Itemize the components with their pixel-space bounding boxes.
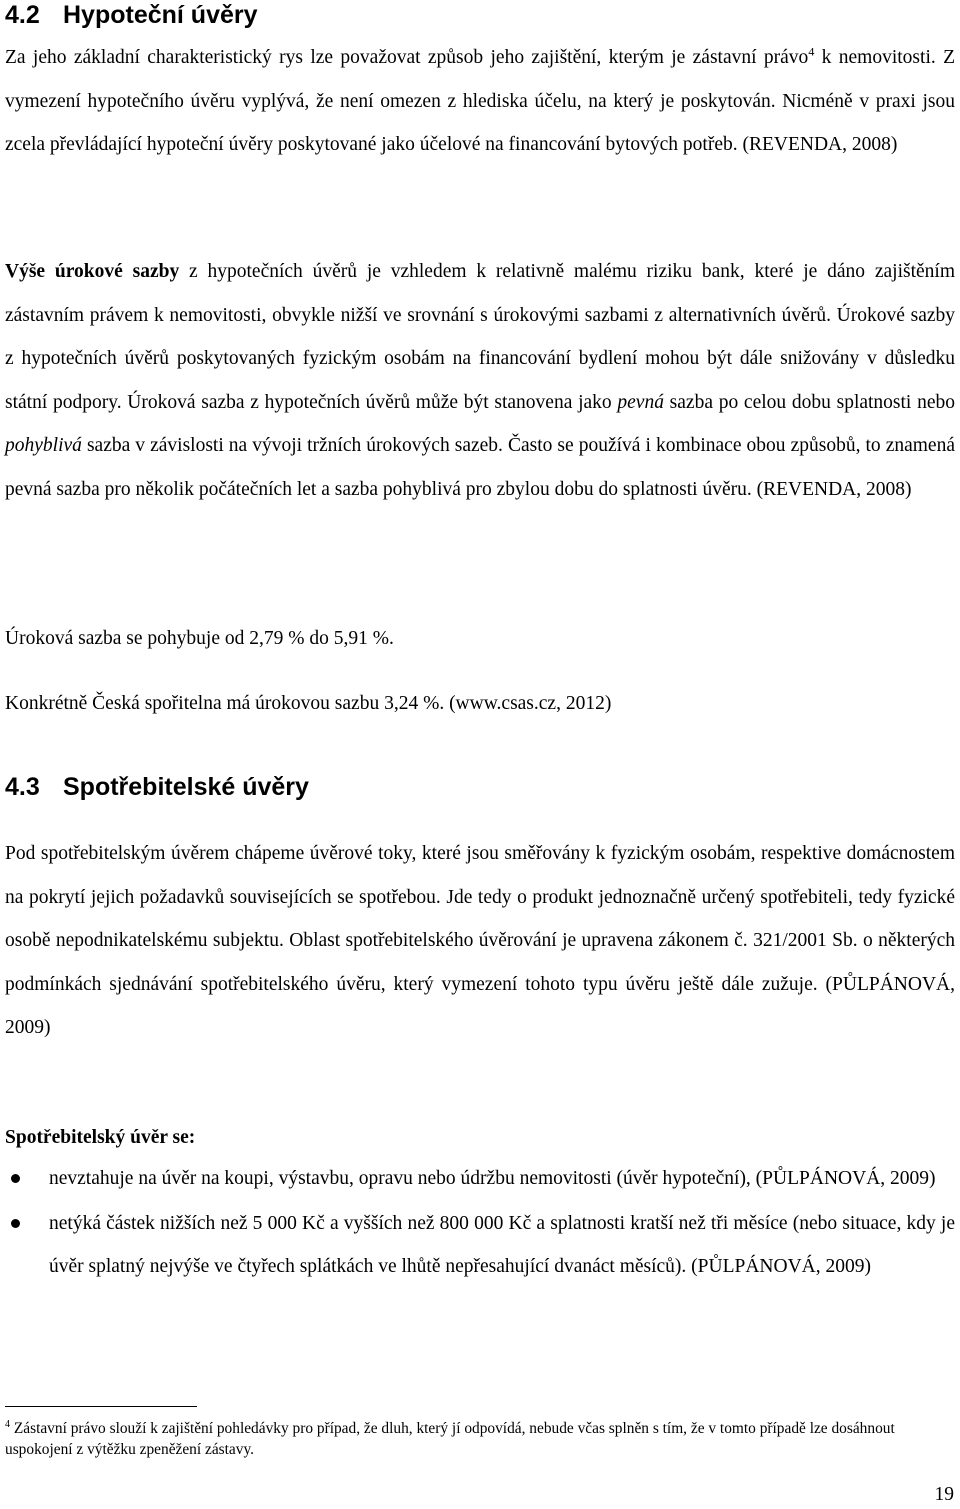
footnote-reference: 4 [808,44,815,59]
paragraph-mortgage-definition [5,36,955,167]
section-number: 4.2 [5,1,40,29]
list-item [0,1202,955,1289]
section-title-text: Spotřebitelské úvěry [63,773,309,801]
footnote-separator [5,1406,197,1407]
section-heading-4-2 [5,0,258,30]
paragraph-consumer-credit: Pod spotřebitelským úvěrem chápeme úvěrové toky, které jsou směřovány k fyzickým osobám, respektive domácnostem na pokrytí jejich požadavků souvisejících se spotřebou. Jde tedy o produkt jednoznačně určený spotřebiteli, tedy fyzické osobě nepodnikatelskému subjektu. Oblast spotřebitelského úvěrování je upravena zákonem č. 321/2001 Sb. o některých podmínkách sjednávání spotřebitelského úvěru, který vymezení tohoto typu úvěru ještě dále zužuje. (PŮLPÁNOVÁ, 2009) [5,843,955,1039]
section-heading-4-3 [5,772,309,802]
bold-term: Výše úrokové sazby [5,261,180,282]
paragraph-ceska-sporitelna: Konkrétně Česká spořitelna má úrokovou sazbu 3,24 %. (www.csas.cz, 2012) [5,693,612,714]
bullet-icon [11,1219,20,1228]
paragraph-text: Za jeho základní charakteristický rys lze považovat způsob jeho zajištění, kterým je zástavní právo [5,47,809,68]
paragraph-text: k nemovitosti. Z vymezení hypotečního úvěru vyplývá, že není omezen z hlediska účelu, na který je poskytován. Nicméně v praxi jsou zcela převládající hypoteční úvěry poskytované jako účelové na financování bytových potřeb. (REVENDA, 2008) [5,47,956,156]
list-item-text: nevztahuje na úvěr na koupi, výstavbu, opravu nebo údržbu nemovitosti (úvěr hypoteční), (PŮLPÁNOVÁ, 2009) [49,1168,936,1189]
italic-term: pevná [617,391,664,413]
paragraph-consumer-credit-heading: Spotřebitelský úvěr se: [5,1127,196,1148]
footnote [5,1418,955,1460]
paragraph-text: sazba v závislosti na vývoji tržních úrokových sazeb. Často se používá i kombinace obou způsobů, to znamená pevná sazba pro několik počátečních let a sazba pohyblivá pro zbylou dobu do splatnosti úvěru. (REVENDA, 2008) [5,435,955,500]
page-number: 19 [934,1484,954,1505]
paragraph-rate-range: Úroková sazba se pohybuje od 2,79 % do 5,91 %. [5,628,394,649]
footnote-number: 4 [5,1418,10,1430]
list-item [0,1157,955,1201]
italic-term: pohyblivá [5,435,82,457]
bullet-list [0,1157,960,1289]
paragraph-interest-rates [5,250,955,512]
section-number: 4.3 [5,773,40,801]
list-item-text: netýká částek nižších než 5 000 Kč a vyšších než 800 000 Kč a splatnosti kratší než tři měsíce (nebo situace, kdy je úvěr splatný nejvýše ve čtyřech splátkách ve lhůtě nepřesahující dvanáct měsíců). (PŮLPÁNOVÁ, 2009) [49,1212,955,1278]
paragraph-text: sazba po celou dobu splatnosti nebo [663,391,955,413]
footnote-text: Zástavní právo slouží k zajištění pohledávky pro případ, že dluh, který jí odpovídá, nebude včas splněn s tím, že v tomto případě lze dosáhnout uspokojení z výtěžku zpeněžení zástavy. [5,1420,895,1458]
section-title-text: Hypoteční úvěry [63,1,258,29]
paragraph-text: z hypotečních úvěrů je vzhledem k relativně malému riziku bank, které je dáno zajištěním zástavním právem k nemovitosti, obvykle nižší ve srovnání s úrokovými sazbami z alternativních úvěrů. Úrokové sazby z hypotečních úvěrů poskytovaných fyzickým osobám na financování bydlení mohou být dále snižovány v důsledku státní podpory. Úroková sazba z hypotečních úvěrů může být stanovena jako [5,261,956,413]
bullet-icon [11,1174,20,1183]
